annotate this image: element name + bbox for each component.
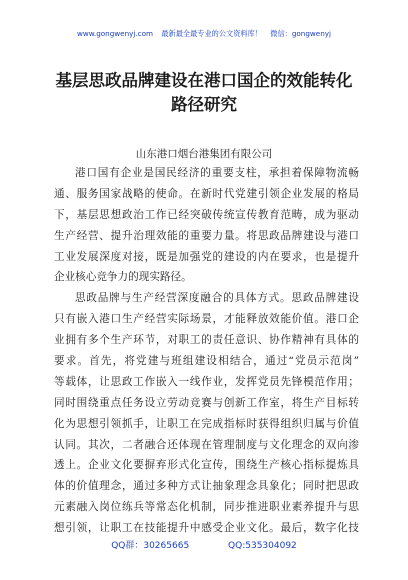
body-line: 港口国有企业是国民经济的重要支柱，承担着保障物流畅 xyxy=(75,167,359,179)
body-line: 生产经营、提升治理效能的重要力量。将思政品牌建设与港口 xyxy=(54,229,359,242)
body-line: 思政品牌与生产经营深度融合的具体方式。思政品牌建设 xyxy=(75,292,359,305)
document-title xyxy=(30,69,378,117)
body-line: 要求。首先，将党建与班组建设相结合，通过“党员示范岗” xyxy=(54,355,359,368)
body-line: 通、服务国家战略的使命。在新时代党建引领企业发展的格局 xyxy=(54,187,359,200)
body-line: 只有嵌入港口生产经营实际场景，才能释放效能价值。港口企 xyxy=(54,313,359,326)
body-line: 等载体，让思政工作嵌入一线作业，发挥党员先锋模范作用； xyxy=(54,375,359,388)
site-url[interactable]: www.gongwenyj.com xyxy=(76,29,154,38)
body-line: 工业发展深度对接，既是加强党的建设的内在要求，也是提升 xyxy=(54,250,359,263)
body-line: 化为思想引领抓手，让职工在完成指标时获得组织归属与价值 xyxy=(54,417,359,430)
body-text xyxy=(54,163,359,539)
title-line-1: 基层思政品牌建设在港口国企的效能转化 xyxy=(55,71,353,90)
body-line: 元素融入岗位练兵等常态化机制，同步推进职业素养提升与思 xyxy=(54,501,359,514)
body-line: 同时围绕重点任务设立劳动竞赛与创新工作室，将生产目标转 xyxy=(54,396,359,409)
header-slogan: 最新最全最专业的公文资料库！ xyxy=(161,29,262,38)
body-line: 企业核心竞争力的现实路径。 xyxy=(54,271,192,284)
header-wechat: 微信：gongwenyj xyxy=(270,29,332,38)
body-line: 下，基层思想政治工作已经突破传统宣传教育范畴，成为驱动 xyxy=(54,208,359,221)
page-footer xyxy=(0,538,408,551)
body-line: 认同。其次，二者融合还体现在管理制度与文化理念的双向渗 xyxy=(54,438,359,451)
body-line: 想引领，让职工在技能提升中感受企业文化。最后，数字化技 xyxy=(54,522,359,535)
footer-qq-group: QQ群：30265665 xyxy=(111,541,190,551)
page-header xyxy=(0,29,408,39)
body-line: 体的价值理念，通过多种方式让抽象理念具象化；同时把思政 xyxy=(54,480,359,493)
footer-qq: QQ:535304092 xyxy=(228,541,297,551)
body-line: 透上。企业文化要摒弃形式化宣传，围绕生产核心指标提炼具 xyxy=(54,459,359,472)
body-line: 业拥有多个生产环节，对职工的责任意识、协作精神有具体的 xyxy=(54,334,359,347)
company-name: 山东港口烟台港集团有限公司 xyxy=(135,148,273,160)
title-line-2: 路径研究 xyxy=(171,95,237,114)
